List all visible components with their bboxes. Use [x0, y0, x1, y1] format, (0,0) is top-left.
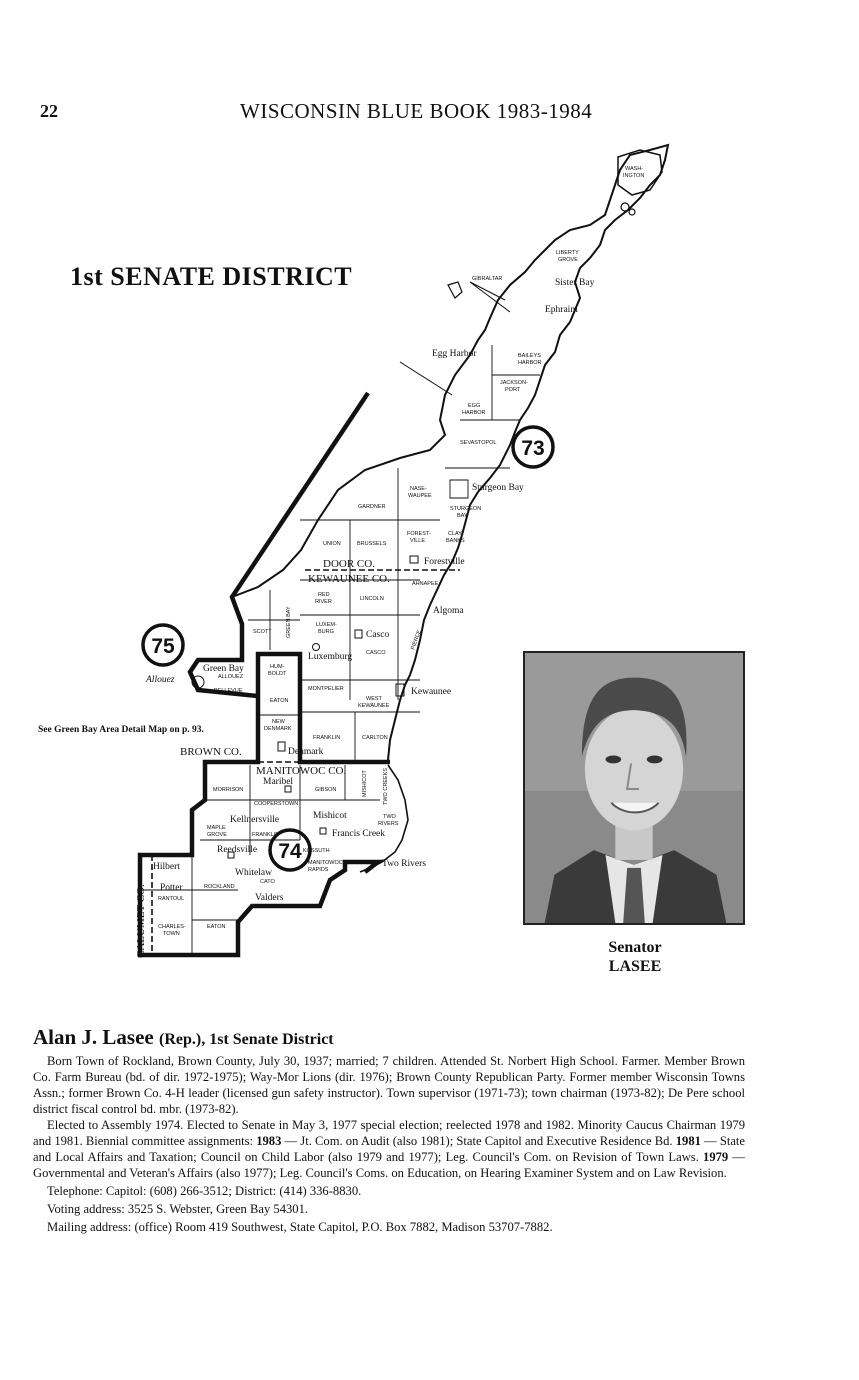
- svg-text:TWO CREEKS: TWO CREEKS: [383, 768, 389, 805]
- svg-text:CHARLES-: CHARLES-: [158, 924, 186, 930]
- svg-text:Casco: Casco: [366, 630, 390, 640]
- svg-text:NEW: NEW: [272, 719, 285, 725]
- svg-text:Ephraim: Ephraim: [545, 305, 578, 315]
- svg-text:MORRISON: MORRISON: [213, 787, 244, 793]
- svg-text:GARDNER: GARDNER: [358, 504, 386, 510]
- svg-text:Green Bay: Green Bay: [203, 664, 244, 674]
- county-lines: [152, 570, 460, 955]
- svg-text:INGTON: INGTON: [623, 173, 645, 179]
- svg-text:BANKS: BANKS: [446, 538, 465, 544]
- svg-text:GROVE: GROVE: [207, 832, 227, 838]
- svg-text:PIERCE: PIERCE: [410, 629, 423, 651]
- svg-text:Mishicot: Mishicot: [313, 811, 347, 821]
- biography: [33, 1025, 745, 1235]
- svg-text:GIBRALTAR: GIBRALTAR: [472, 276, 503, 282]
- svg-text:HARBOR: HARBOR: [518, 360, 542, 366]
- svg-text:BAY: BAY: [457, 513, 468, 519]
- county-brown: BROWN CO.: [180, 746, 242, 758]
- svg-text:VILLE: VILLE: [410, 538, 425, 544]
- svg-text:JACKSON-: JACKSON-: [500, 380, 528, 386]
- svg-text:MONTPELIER: MONTPELIER: [308, 686, 344, 692]
- svg-text:Valders: Valders: [255, 893, 284, 903]
- photo-caption: [560, 938, 710, 976]
- svg-text:Algoma: Algoma: [433, 606, 464, 616]
- district-74-label: 74: [278, 840, 302, 863]
- svg-text:CATO: CATO: [260, 879, 275, 885]
- svg-text:TOWN: TOWN: [163, 931, 180, 937]
- svg-text:Sister Bay: Sister Bay: [555, 278, 595, 288]
- svg-text:STURGEON: STURGEON: [450, 506, 482, 512]
- svg-text:DENMARK: DENMARK: [264, 726, 292, 732]
- svg-text:BELLEVUE: BELLEVUE: [214, 688, 243, 694]
- district-73-label: 73: [521, 437, 545, 460]
- svg-text:Francis Creek: Francis Creek: [332, 829, 386, 839]
- svg-text:Reedsville: Reedsville: [217, 845, 258, 855]
- svg-text:Luxemburg: Luxemburg: [308, 652, 353, 662]
- county-calumet: CALUMET CO.: [135, 884, 147, 958]
- district-75-label: 75: [151, 635, 175, 658]
- senator-name: Alan J. Lasee: [33, 1025, 154, 1049]
- svg-text:Allouez: Allouez: [146, 675, 175, 685]
- svg-text:COOPERSTOWN: COOPERSTOWN: [254, 801, 299, 807]
- svg-text:Two Rivers: Two Rivers: [382, 859, 426, 869]
- caption-name: LASEE: [608, 958, 662, 975]
- svg-text:GREEN BAY: GREEN BAY: [286, 606, 292, 638]
- bio-paragraph-personal: Born Town of Rockland, Brown County, July 30, 1937; married; 7 children. Attended St. Norbert High School. Farmer. Member Brown Co. Farm Bureau (bd. of dir. 1972-1975); Way-Mor Lions (dir. 1976); Brown County Republican Party. Former member Wisconsin Towns Assn.; former Brown Co. 4-H leader (licensed gun safety instructor). Town supervisor (1971-73); town chairman (1973-82); De Pere school district fiscal control bd. mbr. (1973-82).: [33, 1054, 745, 1116]
- svg-text:AHNAPEE: AHNAPEE: [412, 581, 439, 587]
- svg-text:Maribel: Maribel: [263, 777, 294, 787]
- voting-address: Voting address: 3525 S. Webster, Green Bay 54301.: [47, 1202, 309, 1216]
- svg-text:SEVASTOPOL: SEVASTOPOL: [460, 440, 497, 446]
- svg-text:Sturgeon Bay: Sturgeon Bay: [472, 483, 524, 493]
- mailing-address: Mailing address: (office) Room 419 Southwest, State Capitol, P.O. Box 7882, Madison 53707-7882.: [47, 1220, 553, 1234]
- svg-text:BRUSSELS: BRUSSELS: [357, 541, 387, 547]
- running-head: WISCONSIN BLUE BOOK 1983-1984: [240, 99, 593, 123]
- svg-text:TWO: TWO: [383, 814, 396, 820]
- svg-text:SCOTT: SCOTT: [253, 629, 272, 635]
- senator-portrait: [523, 651, 745, 925]
- district-75-marker: [143, 625, 183, 665]
- svg-text:CARLTON: CARLTON: [362, 735, 388, 741]
- svg-text:BURG: BURG: [318, 629, 334, 635]
- detail-map-note: See Green Bay Area Detail Map on p. 93.: [38, 725, 204, 735]
- svg-text:RANTOUL: RANTOUL: [158, 896, 185, 902]
- svg-text:EATON: EATON: [207, 924, 226, 930]
- section-title: 1st SENATE DISTRICT: [70, 262, 353, 291]
- svg-text:Kewaunee: Kewaunee: [411, 687, 452, 697]
- county-door: DOOR CO.: [323, 558, 375, 570]
- svg-text:UNION: UNION: [323, 541, 341, 547]
- svg-text:Forestville: Forestville: [424, 557, 465, 567]
- svg-text:MANITOWOC: MANITOWOC: [308, 860, 343, 866]
- district-73-marker: [513, 427, 553, 467]
- svg-text:WEST: WEST: [366, 696, 382, 702]
- svg-text:Kellnersville: Kellnersville: [230, 815, 280, 825]
- svg-text:MISHICOT: MISHICOT: [362, 770, 368, 797]
- svg-text:GROVE: GROVE: [558, 257, 578, 263]
- county-manitowoc: MANITOWOC CO.: [256, 765, 347, 777]
- svg-text:HARBOR: HARBOR: [462, 410, 486, 416]
- svg-text:BOLDT: BOLDT: [268, 671, 287, 677]
- svg-text:FRANKLIN: FRANKLIN: [252, 832, 280, 838]
- svg-text:RIVER: RIVER: [315, 599, 332, 605]
- bio-heading: [33, 1025, 745, 1050]
- svg-text:Denmark: Denmark: [288, 747, 324, 757]
- svg-text:WASH-: WASH-: [625, 166, 644, 172]
- svg-text:GIBSON: GIBSON: [315, 787, 337, 793]
- telephone: Telephone: Capitol: (608) 266-3512; District: (414) 336-8830.: [47, 1184, 362, 1198]
- svg-text:ROCKLAND: ROCKLAND: [204, 884, 235, 890]
- svg-text:BAILEYS: BAILEYS: [518, 353, 541, 359]
- svg-text:CASCO: CASCO: [366, 650, 386, 656]
- svg-text:RED: RED: [318, 592, 330, 598]
- svg-text:PORT: PORT: [505, 387, 521, 393]
- svg-text:LUXEM-: LUXEM-: [316, 622, 337, 628]
- svg-text:CLAY-: CLAY-: [448, 531, 464, 537]
- svg-text:Egg Harbor: Egg Harbor: [432, 349, 477, 359]
- svg-text:HUM-: HUM-: [270, 664, 285, 670]
- svg-text:LINCOLN: LINCOLN: [360, 596, 384, 602]
- svg-text:Hilbert: Hilbert: [153, 862, 180, 872]
- svg-text:RAPIDS: RAPIDS: [308, 867, 329, 873]
- svg-text:ALLOUEZ: ALLOUEZ: [218, 674, 244, 680]
- bio-paragraph-career: Elected to Assembly 1974. Elected to Senate in May 3, 1977 special election; reelected 1978 and 1982. Minority Caucus Chairman 1979 and 1981. Biennial committee assignments: 1983 — Jt. Com. on Audit (also 1981); State Capitol and Executive Residence Bd. 1981 — State and Local Affairs and Taxation; Council on Child Labor (also 1979 and 1977); Leg. Council's Com. on Revision of Town Laws. 1979 — Governmental and Veteran's Affairs (also 1977); Leg. Council's Coms. on Education, on Hearing Examiner System and on Law Revision.: [33, 1118, 745, 1180]
- svg-text:EATON: EATON: [270, 698, 289, 704]
- county-kewaunee: KEWAUNEE CO.: [308, 573, 390, 585]
- svg-text:KEWAUNEE: KEWAUNEE: [358, 703, 390, 709]
- party-district: (Rep.), 1st Senate District: [159, 1031, 334, 1048]
- svg-text:FRANKLIN: FRANKLIN: [313, 735, 341, 741]
- svg-text:Potter: Potter: [160, 883, 183, 893]
- svg-text:NASE-: NASE-: [410, 486, 427, 492]
- svg-text:LIBERTY: LIBERTY: [556, 250, 579, 256]
- svg-text:FOREST-: FOREST-: [407, 531, 431, 537]
- svg-text:Whitelaw: Whitelaw: [235, 868, 272, 878]
- caption-title: Senator: [608, 939, 662, 956]
- svg-text:MAPLE: MAPLE: [207, 825, 226, 831]
- svg-text:EGG: EGG: [468, 403, 481, 409]
- page-number: 22: [40, 101, 58, 121]
- svg-text:KOSSUTH: KOSSUTH: [303, 848, 330, 854]
- svg-text:WAUPEE: WAUPEE: [408, 493, 432, 499]
- svg-text:RIVERS: RIVERS: [378, 821, 399, 827]
